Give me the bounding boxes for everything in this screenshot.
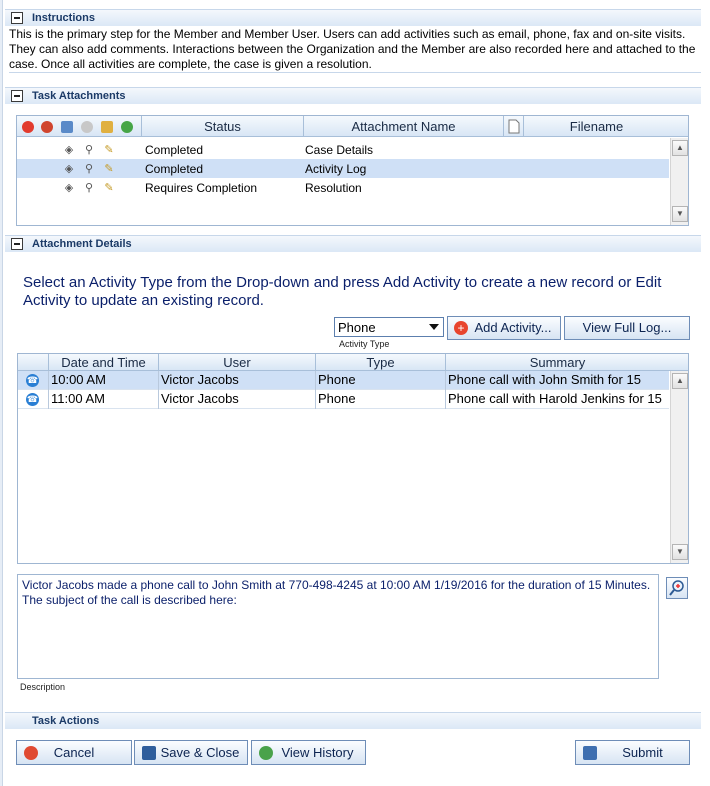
search-icon[interactable]: ⚲ <box>84 163 94 175</box>
edit-icon[interactable]: ✎ <box>104 163 114 175</box>
instructions-title: Instructions <box>32 12 95 24</box>
type-column-header[interactable]: Type <box>315 354 445 371</box>
activity-grid <box>17 353 689 564</box>
table-row[interactable] <box>17 140 669 159</box>
date-time-cell: 11:00 AM <box>48 390 158 409</box>
add-activity-label: Add Activity... <box>474 320 552 335</box>
search-icon[interactable]: ⚲ <box>84 182 94 194</box>
chevron-down-icon[interactable] <box>429 324 439 330</box>
phone-icon: ☎ <box>26 394 39 404</box>
activity-grid-header <box>18 354 688 371</box>
activity-grid-scrollbar[interactable] <box>670 371 688 563</box>
summary-cell: Phone call with John Smith for 15 <box>445 371 669 390</box>
add-activity-button[interactable] <box>447 316 561 340</box>
view-full-log-label: View Full Log... <box>582 320 672 335</box>
task-actions-title: Task Actions <box>32 715 100 727</box>
left-border <box>0 0 3 786</box>
add-icon[interactable] <box>22 121 34 133</box>
task-attachments-header <box>5 87 701 104</box>
description-caption: Description <box>20 682 66 692</box>
phone-icon: ☎ <box>26 375 39 385</box>
edit-icon[interactable]: ✎ <box>104 144 114 156</box>
user-column-header[interactable]: User <box>158 354 315 371</box>
date-time-cell: 10:00 AM <box>48 371 158 390</box>
attach-icon[interactable]: ◈ <box>64 163 74 175</box>
type-cell: Phone <box>315 371 445 390</box>
save-close-label: Save & Close <box>160 745 240 760</box>
collapse-attachment-details-icon[interactable] <box>11 238 23 250</box>
task-attachments-grid-header <box>17 116 688 137</box>
submit-icon <box>583 746 597 760</box>
attachment-name-cell: Activity Log <box>305 162 367 176</box>
table-row[interactable] <box>17 178 669 197</box>
scroll-up-icon[interactable]: ▲ <box>672 373 688 389</box>
attach-icon[interactable]: ◈ <box>64 182 74 194</box>
status-cell: Completed <box>145 162 204 176</box>
status-cell: Requires Completion <box>145 181 258 195</box>
submit-button[interactable] <box>575 740 690 765</box>
task-attachments-scrollbar[interactable] <box>670 138 688 225</box>
attachment-details-title: Attachment Details <box>32 238 132 250</box>
search-icon[interactable]: ⚲ <box>84 144 94 156</box>
scroll-down-icon[interactable]: ▼ <box>672 544 688 560</box>
user-cell: Victor Jacobs <box>158 371 315 390</box>
user-cell: Victor Jacobs <box>158 390 315 409</box>
edit-icon[interactable]: ✎ <box>104 182 114 194</box>
save-icon <box>142 746 156 760</box>
activity-type-value: Phone <box>338 320 376 335</box>
history-icon <box>259 746 273 760</box>
attachment-name-column-header[interactable]: Attachment Name <box>303 116 503 137</box>
view-history-label: View History <box>281 745 354 760</box>
scroll-down-icon[interactable]: ▼ <box>672 206 688 222</box>
activity-type-caption: Activity Type <box>339 339 390 349</box>
collapse-instructions-icon[interactable] <box>11 12 23 24</box>
add-icon: + <box>454 321 468 335</box>
summary-cell: Phone call with Harold Jenkins for 15 <box>445 390 669 409</box>
table-row[interactable] <box>17 159 669 178</box>
task-attachments-title: Task Attachments <box>32 90 126 102</box>
submit-label: Submit <box>622 745 663 760</box>
attach-icon[interactable] <box>61 121 73 133</box>
collapse-task-attachments-icon[interactable] <box>11 90 23 102</box>
activity-type-select[interactable] <box>334 317 444 337</box>
scroll-up-icon[interactable]: ▲ <box>672 140 688 156</box>
instructions-header <box>5 9 701 26</box>
task-actions-header <box>5 712 701 729</box>
cancel-icon <box>24 746 38 760</box>
search-icon[interactable] <box>81 121 93 133</box>
activity-instructions: Select an Activity Type from the Drop-down and press Add Activity to create a new record or Edit Activity to update an existing record. <box>23 274 662 309</box>
status-cell: Completed <box>145 143 204 157</box>
cancel-button[interactable] <box>16 740 132 765</box>
status-column-header[interactable]: Status <box>141 116 303 137</box>
summary-column-header[interactable]: Summary <box>445 354 669 371</box>
edit-icon[interactable] <box>101 121 113 133</box>
attach-icon[interactable]: ◈ <box>64 144 74 156</box>
type-cell: Phone <box>315 390 445 409</box>
save-close-button[interactable] <box>134 740 248 765</box>
attachment-name-cell: Resolution <box>305 181 362 195</box>
task-attachments-grid <box>16 115 689 226</box>
description-textarea[interactable]: Victor Jacobs made a phone call to John Smith at 770-498-4245 at 10:00 AM 1/19/2016 for the duration of 15 Minutes. The subject of the call is described here: <box>17 574 659 679</box>
view-full-log-button[interactable] <box>564 316 690 340</box>
table-row[interactable] <box>18 390 669 409</box>
file-icon <box>503 116 523 137</box>
view-history-button[interactable] <box>251 740 366 765</box>
date-time-column-header[interactable]: Date and Time <box>48 354 158 371</box>
refresh-icon[interactable] <box>121 121 133 133</box>
attachment-details-header <box>5 235 701 252</box>
filename-column-header[interactable]: Filename <box>523 116 669 137</box>
attachment-name-cell: Case Details <box>305 143 374 157</box>
cancel-label: Cancel <box>53 745 95 760</box>
instructions-text: This is the primary step for the Member and Member User. Users can add activities such as email, phone, fax and on-site visits. They can also add comments. Interactions between the Organization and the Member are also recorded here and attached to the case. Once all activities are complete, the case is given a resolution. <box>9 27 701 73</box>
zoom-icon[interactable] <box>666 577 688 599</box>
table-row[interactable] <box>18 371 669 390</box>
remove-icon[interactable] <box>41 121 53 133</box>
